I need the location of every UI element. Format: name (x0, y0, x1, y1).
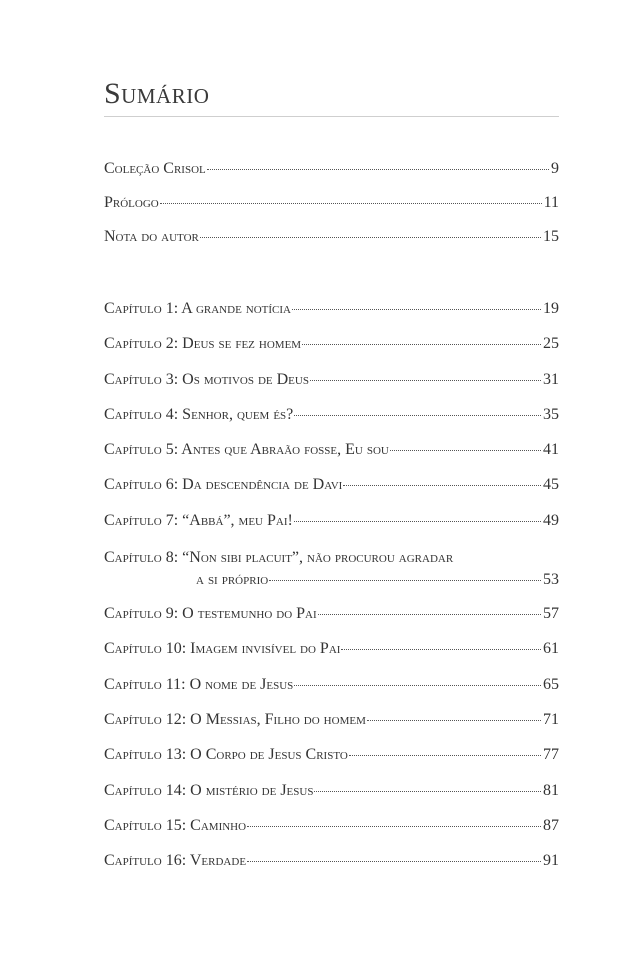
toc-entry-chapter-1[interactable] (104, 300, 559, 335)
dot-leader (390, 450, 541, 451)
toc-entry[interactable] (104, 160, 559, 194)
toc-entry-label: Capítulo 3: Os motivos de Deus (104, 370, 309, 388)
toc-page-number: 19 (543, 300, 559, 317)
toc-page-number: 65 (543, 675, 559, 693)
dot-leader (292, 309, 541, 310)
dot-leader (318, 614, 541, 615)
front-matter-list (104, 160, 559, 262)
toc-entry-label: Capítulo 13: O Corpo de Jesus Cristo (104, 746, 348, 764)
toc-entry-label: Prólogo (104, 194, 159, 211)
toc-entry[interactable] (104, 228, 559, 262)
toc-entry-label: Capítulo 6: Da descendência de Davi (104, 476, 343, 494)
toc-page-number: 87 (543, 816, 559, 834)
toc-entry-label: Capítulo 12: O Messias, Filho do homem (104, 710, 366, 728)
toc-page-number: 31 (543, 370, 559, 388)
toc-entry-label: Capítulo 2: Deus se fez homem (104, 335, 302, 353)
toc-entry-label: Capítulo 7: “Abbá”, meu Pai! (104, 511, 293, 529)
toc-entry-chapter-5[interactable] (104, 441, 559, 476)
dot-leader (160, 203, 542, 204)
toc-entry-label: Coleção Crisol (104, 160, 206, 177)
page-title: Sumário (104, 77, 210, 110)
dot-leader (207, 169, 549, 170)
toc-entry-chapter-11[interactable] (104, 676, 559, 711)
toc-entry-chapter-10[interactable] (104, 640, 559, 675)
dot-leader (294, 685, 541, 686)
toc-page-number: 91 (543, 852, 559, 870)
dot-leader (341, 649, 541, 650)
dot-leader (247, 826, 541, 827)
toc-entry-chapter-7[interactable] (104, 512, 559, 547)
title-divider (104, 116, 559, 117)
toc-entry-continuation (104, 569, 559, 591)
dot-leader (294, 521, 541, 522)
toc-page-number: 45 (543, 476, 559, 494)
toc-entry-label: Capítulo 16: Verdade (104, 852, 247, 870)
toc-page-number: 49 (543, 511, 559, 529)
toc-entry-chapter-2[interactable] (104, 335, 559, 370)
toc-entry-label: Capítulo 1: A grande notícia (104, 300, 292, 317)
toc-page-number: 53 (543, 571, 559, 589)
chapters-list (104, 300, 559, 887)
toc-page-number: 35 (543, 405, 559, 423)
toc-entry-label: Capítulo 8: “Non sibi placuit”, não procurou agradar (104, 549, 454, 567)
toc-entry[interactable] (104, 194, 559, 228)
toc-entry-chapter-4[interactable] (104, 406, 559, 441)
dot-leader (310, 380, 541, 381)
dot-leader (314, 791, 541, 792)
toc-entry-label: Nota do autor (104, 228, 199, 245)
toc-entry-label: Capítulo 5: Antes que Abraão fosse, Eu sou (104, 441, 389, 459)
dot-leader (343, 485, 541, 486)
toc-page-number: 9 (551, 160, 559, 177)
toc-entry-chapter-13[interactable] (104, 746, 559, 781)
toc-page-number: 61 (543, 640, 559, 658)
dot-leader (294, 415, 541, 416)
toc-entry-label: Capítulo 4: Senhor, quem és? (104, 405, 294, 423)
toc-entry-chapter-12[interactable] (104, 711, 559, 746)
toc-entry-chapter-3[interactable] (104, 371, 559, 406)
toc-page-number: 57 (543, 605, 559, 623)
toc-entry-label: Capítulo 10: Imagem invisível do Pai (104, 640, 341, 658)
toc-entry-label: Capítulo 11: O nome de Jesus (104, 675, 294, 693)
toc-page-number: 71 (543, 710, 559, 728)
toc-page-number: 15 (543, 228, 559, 245)
toc-entry-label: Capítulo 15: Caminho (104, 816, 247, 834)
dot-leader (349, 755, 541, 756)
toc-entry-chapter-15[interactable] (104, 817, 559, 852)
toc-page-number: 81 (543, 781, 559, 799)
toc-entry-label-cont: a si próprio (196, 571, 269, 589)
toc-entry-label: Capítulo 14: O mistério de Jesus (104, 781, 314, 799)
toc-page-number: 11 (543, 194, 559, 211)
toc-entry-chapter-16[interactable] (104, 852, 559, 887)
dot-leader (200, 237, 541, 238)
toc-page-number: 77 (543, 746, 559, 764)
toc-entry-chapter-14[interactable] (104, 782, 559, 817)
dot-leader (269, 580, 541, 581)
toc-entry-chapter-9[interactable] (104, 605, 559, 640)
dot-leader (367, 720, 541, 721)
toc-entry-chapter-8[interactable] (104, 547, 559, 605)
toc-entry-chapter-6[interactable] (104, 476, 559, 511)
toc-page-number: 41 (543, 441, 559, 459)
toc-entry-label: Capítulo 9: O testemunho do Pai (104, 605, 317, 623)
dot-leader (247, 861, 541, 862)
toc-page-number: 25 (543, 335, 559, 353)
dot-leader (302, 344, 541, 345)
